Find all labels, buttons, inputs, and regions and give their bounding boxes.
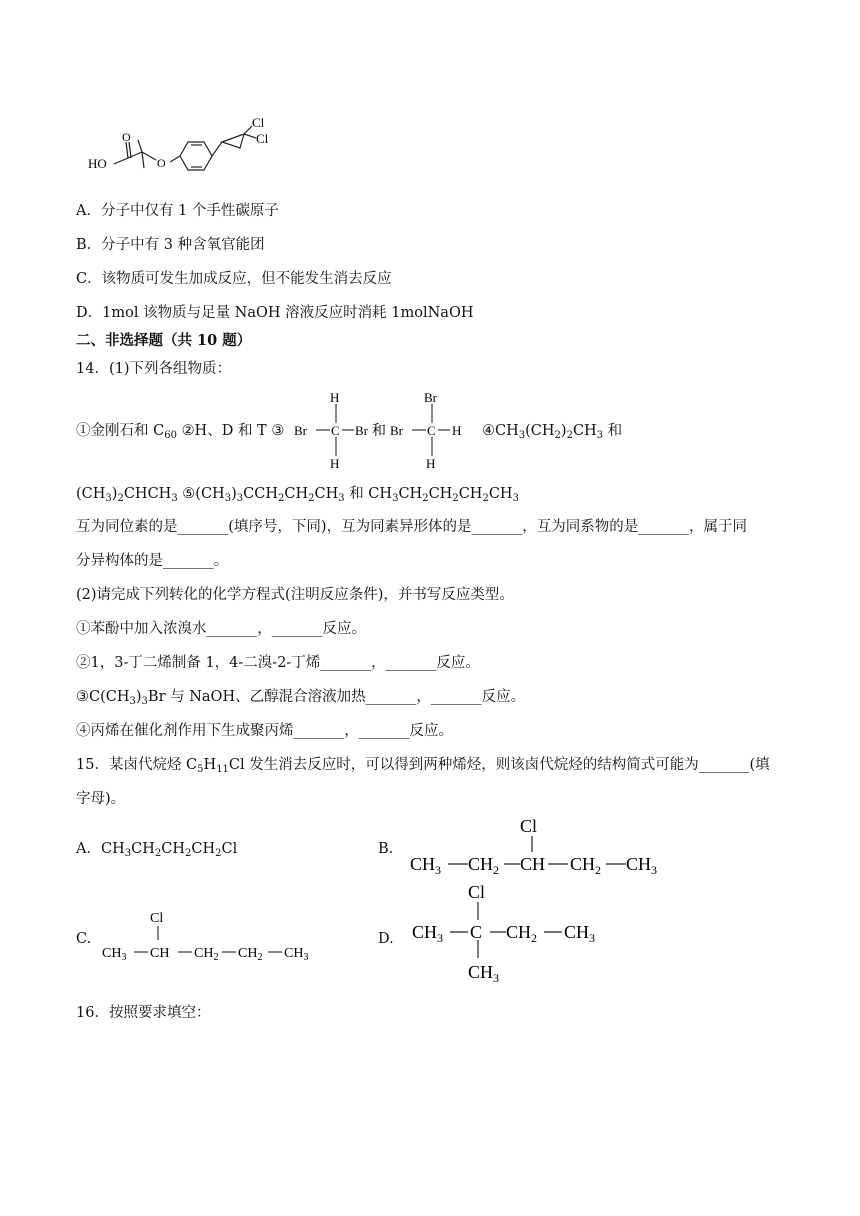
q15-line1: 15．某卤代烷烃 $C_5H_{11}Cl$ 发生消去反应时，可以得到两种烯烃，则该卤代烷烃的结构简式可能为_______(填 [76, 757, 770, 775]
ho-label: HO [88, 156, 107, 171]
b-ch3-right: $CH_3$ [626, 854, 658, 877]
d-ch3-left: $CH_3$ [412, 922, 444, 945]
q15-option-b-label: B. [378, 841, 394, 857]
c-ch3-right: $CH_3$ [284, 946, 309, 963]
cl-label-1: Cl [252, 115, 265, 130]
c-cl: Cl [150, 911, 164, 926]
mol2-br-left: Br [390, 423, 403, 438]
d-ch2: $CH_2$ [506, 922, 538, 945]
group-4: $④CH_3(CH_2)_2CH_3$ 和 [482, 423, 623, 441]
q14-question-line2: 分异构体的是_______。 [76, 553, 229, 569]
q14-groups-line2: $(CH_3)_2CHCH_3$ $⑤(CH_3)_3CCH_2CH_2CH_3$ 和 $CH_3CH_2CH_2CH_2CH_3$ [76, 486, 519, 504]
q15-option-c-structure [100, 906, 332, 964]
q14-dibromomethane-structures [294, 388, 478, 474]
mol1-h-bottom: H [330, 456, 340, 471]
section-title: 二、非选择题（共 10 题） [76, 332, 252, 349]
q13-option-a: A．分子中仅有 1 个手性碳原子 [76, 203, 279, 219]
mol1-br-right: Br [355, 423, 368, 438]
mol1-br-left: Br [294, 423, 307, 438]
mol2-c: C [427, 423, 436, 438]
q14-groups-line1 [76, 421, 284, 441]
q13-structure [84, 112, 304, 184]
q15-option-d-label: D. [378, 931, 394, 947]
q14-part2-item2: ②1，3-丁二烯制备 1，4-二溴-2-丁烯_______，_______反应。 [76, 655, 480, 671]
b-ch2-left: $CH_2$ [468, 854, 500, 877]
mol2-h-right: H [452, 423, 462, 438]
q14-g3-and: 和 [372, 424, 386, 439]
q15-option-a: A．$CH_3CH_2CH_2CH_2Cl$ [76, 841, 238, 859]
q15-line2: 字母)。 [76, 791, 126, 807]
mol2-h-bottom: H [426, 456, 436, 471]
q14-part2-item3: $③C(CH_3)_3Br$ 与 NaOH、乙醇混合溶液加热_______，_______反应。 [76, 689, 526, 707]
q14-head: 14．(1)下列各组物质： [76, 361, 231, 377]
b-ch: CH [520, 854, 546, 874]
d-cl: Cl [468, 882, 486, 902]
q14-part2-head: (2)请完成下列转化的化学方程式(注明反应条件)，并书写反应类型。 [76, 587, 514, 603]
c-ch3-left: $CH_3$ [102, 946, 127, 963]
d-ch3-bottom: $CH_3$ [468, 962, 500, 985]
c-ch2-1: $CH_2$ [194, 946, 219, 963]
mol1-h-top: H [330, 390, 340, 405]
group-1: ①金刚石和 $C_{60}$ [76, 423, 177, 441]
q15-option-d-structure [406, 878, 610, 988]
q15-option-c-label: C. [76, 931, 92, 947]
group-2: ②H、D 和 T [181, 423, 267, 439]
q16-head: 16．按照要求填空： [76, 1005, 211, 1021]
q13-option-c: C．该物质可发生加成反应，但不能发生消去反应 [76, 271, 392, 287]
q15-option-b-structure [406, 814, 668, 878]
c-ch2-2: $CH_2$ [238, 946, 263, 963]
c-ch: CH [150, 946, 170, 961]
group-3-num: ③ [271, 423, 285, 439]
carbonyl-o-label: O [122, 130, 131, 144]
q14-part2-item4: ④丙烯在催化剂作用下生成聚丙烯_______，_______反应。 [76, 723, 453, 739]
d-ch3-right: $CH_3$ [564, 922, 596, 945]
mol2-br-top: Br [424, 390, 437, 405]
q14-part2-item1: ①苯酚中加入浓溴水_______，_______反应。 [76, 621, 366, 637]
b-ch3-left: $CH_3$ [410, 854, 442, 877]
d-c: C [470, 922, 483, 942]
ether-o-label: O [157, 156, 166, 170]
b-cl: Cl [520, 816, 538, 836]
mol1-c: C [331, 423, 340, 438]
q13-option-b: B．分子中有 3 种含氧官能团 [76, 237, 265, 253]
q14-question-line1: 互为同位素的是_______(填序号，下同)，互为同素异形体的是_______，互为同系物的是_______，属于同 [76, 519, 748, 535]
q13-option-d: D．1mol 该物质与足量 NaOH 溶液反应时消耗 1molNaOH [76, 305, 474, 321]
cl-label-2: Cl [256, 131, 269, 146]
b-ch2-right: $CH_2$ [570, 854, 602, 877]
